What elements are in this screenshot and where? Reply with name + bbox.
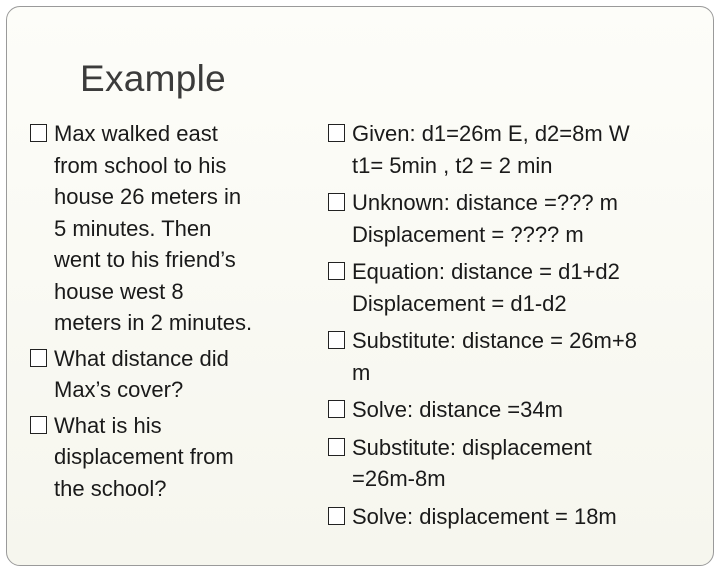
bullet-line: meters in 2 minutes. <box>54 310 253 335</box>
bullet-line: Unknown: distance =??? m <box>352 190 618 215</box>
bullet-item-displacement-question <box>30 410 310 505</box>
bullet-item-equation <box>328 256 708 319</box>
checkbox-bullet-icon <box>328 193 345 211</box>
bullet-item-given <box>328 118 708 181</box>
checkbox-bullet-icon <box>328 331 345 349</box>
bullet-line: Equation: distance = d1+d2 <box>352 259 620 284</box>
bullet-line: Displacement = ???? m <box>352 221 584 247</box>
bullet-line: house 26 meters in <box>54 184 242 209</box>
checkbox-bullet-icon <box>328 507 345 525</box>
bullet-line: Substitute: distance = 26m+8 <box>352 328 637 353</box>
right-bullet-list <box>328 118 708 538</box>
checkbox-bullet-icon <box>328 262 345 280</box>
left-bullet-list <box>30 118 310 508</box>
bullet-line: Substitute: displacement <box>352 434 592 460</box>
bullet-item-substitute-displacement <box>328 432 708 495</box>
checkbox-bullet-icon <box>328 438 345 456</box>
checkbox-bullet-icon <box>30 416 47 434</box>
bullet-line: Max’s cover? <box>54 377 184 402</box>
bullet-line: displacement from <box>54 444 234 469</box>
slide-title: Example <box>80 58 227 99</box>
checkbox-bullet-icon <box>30 124 47 142</box>
bullet-item-solve-displacement <box>328 501 708 533</box>
bullet-line: Displacement = d1-d2 <box>352 290 567 316</box>
bullet-line: from school to his <box>54 152 227 178</box>
bullet-line: Given: d1=26m E, d2=8m W <box>352 121 630 146</box>
bullet-item-problem <box>30 118 310 339</box>
checkbox-bullet-icon <box>328 400 345 418</box>
checkbox-bullet-icon <box>328 124 345 142</box>
bullet-item-substitute-distance <box>328 325 708 388</box>
bullet-line: Solve: displacement = 18m <box>352 503 617 529</box>
bullet-item-unknown <box>328 187 708 250</box>
bullet-line: t1= 5min , t2 = 2 min <box>352 152 553 178</box>
bullet-line: What is his <box>54 412 162 438</box>
bullet-line: went to his friend’s <box>54 247 236 272</box>
bullet-line: 5 minutes. Then <box>54 215 212 241</box>
bullet-line: =26m-8m <box>352 466 446 491</box>
bullet-line: Solve: distance =34m <box>352 397 563 422</box>
bullet-item-solve-distance <box>328 394 708 426</box>
bullet-item-distance-question <box>30 343 310 406</box>
bullet-line: What distance did <box>54 345 229 371</box>
bullet-line: Max walked east <box>54 121 218 146</box>
bullet-line: house west 8 <box>54 278 184 304</box>
checkbox-bullet-icon <box>30 349 47 367</box>
bullet-line: the school? <box>54 475 167 501</box>
bullet-line: m <box>352 359 371 385</box>
